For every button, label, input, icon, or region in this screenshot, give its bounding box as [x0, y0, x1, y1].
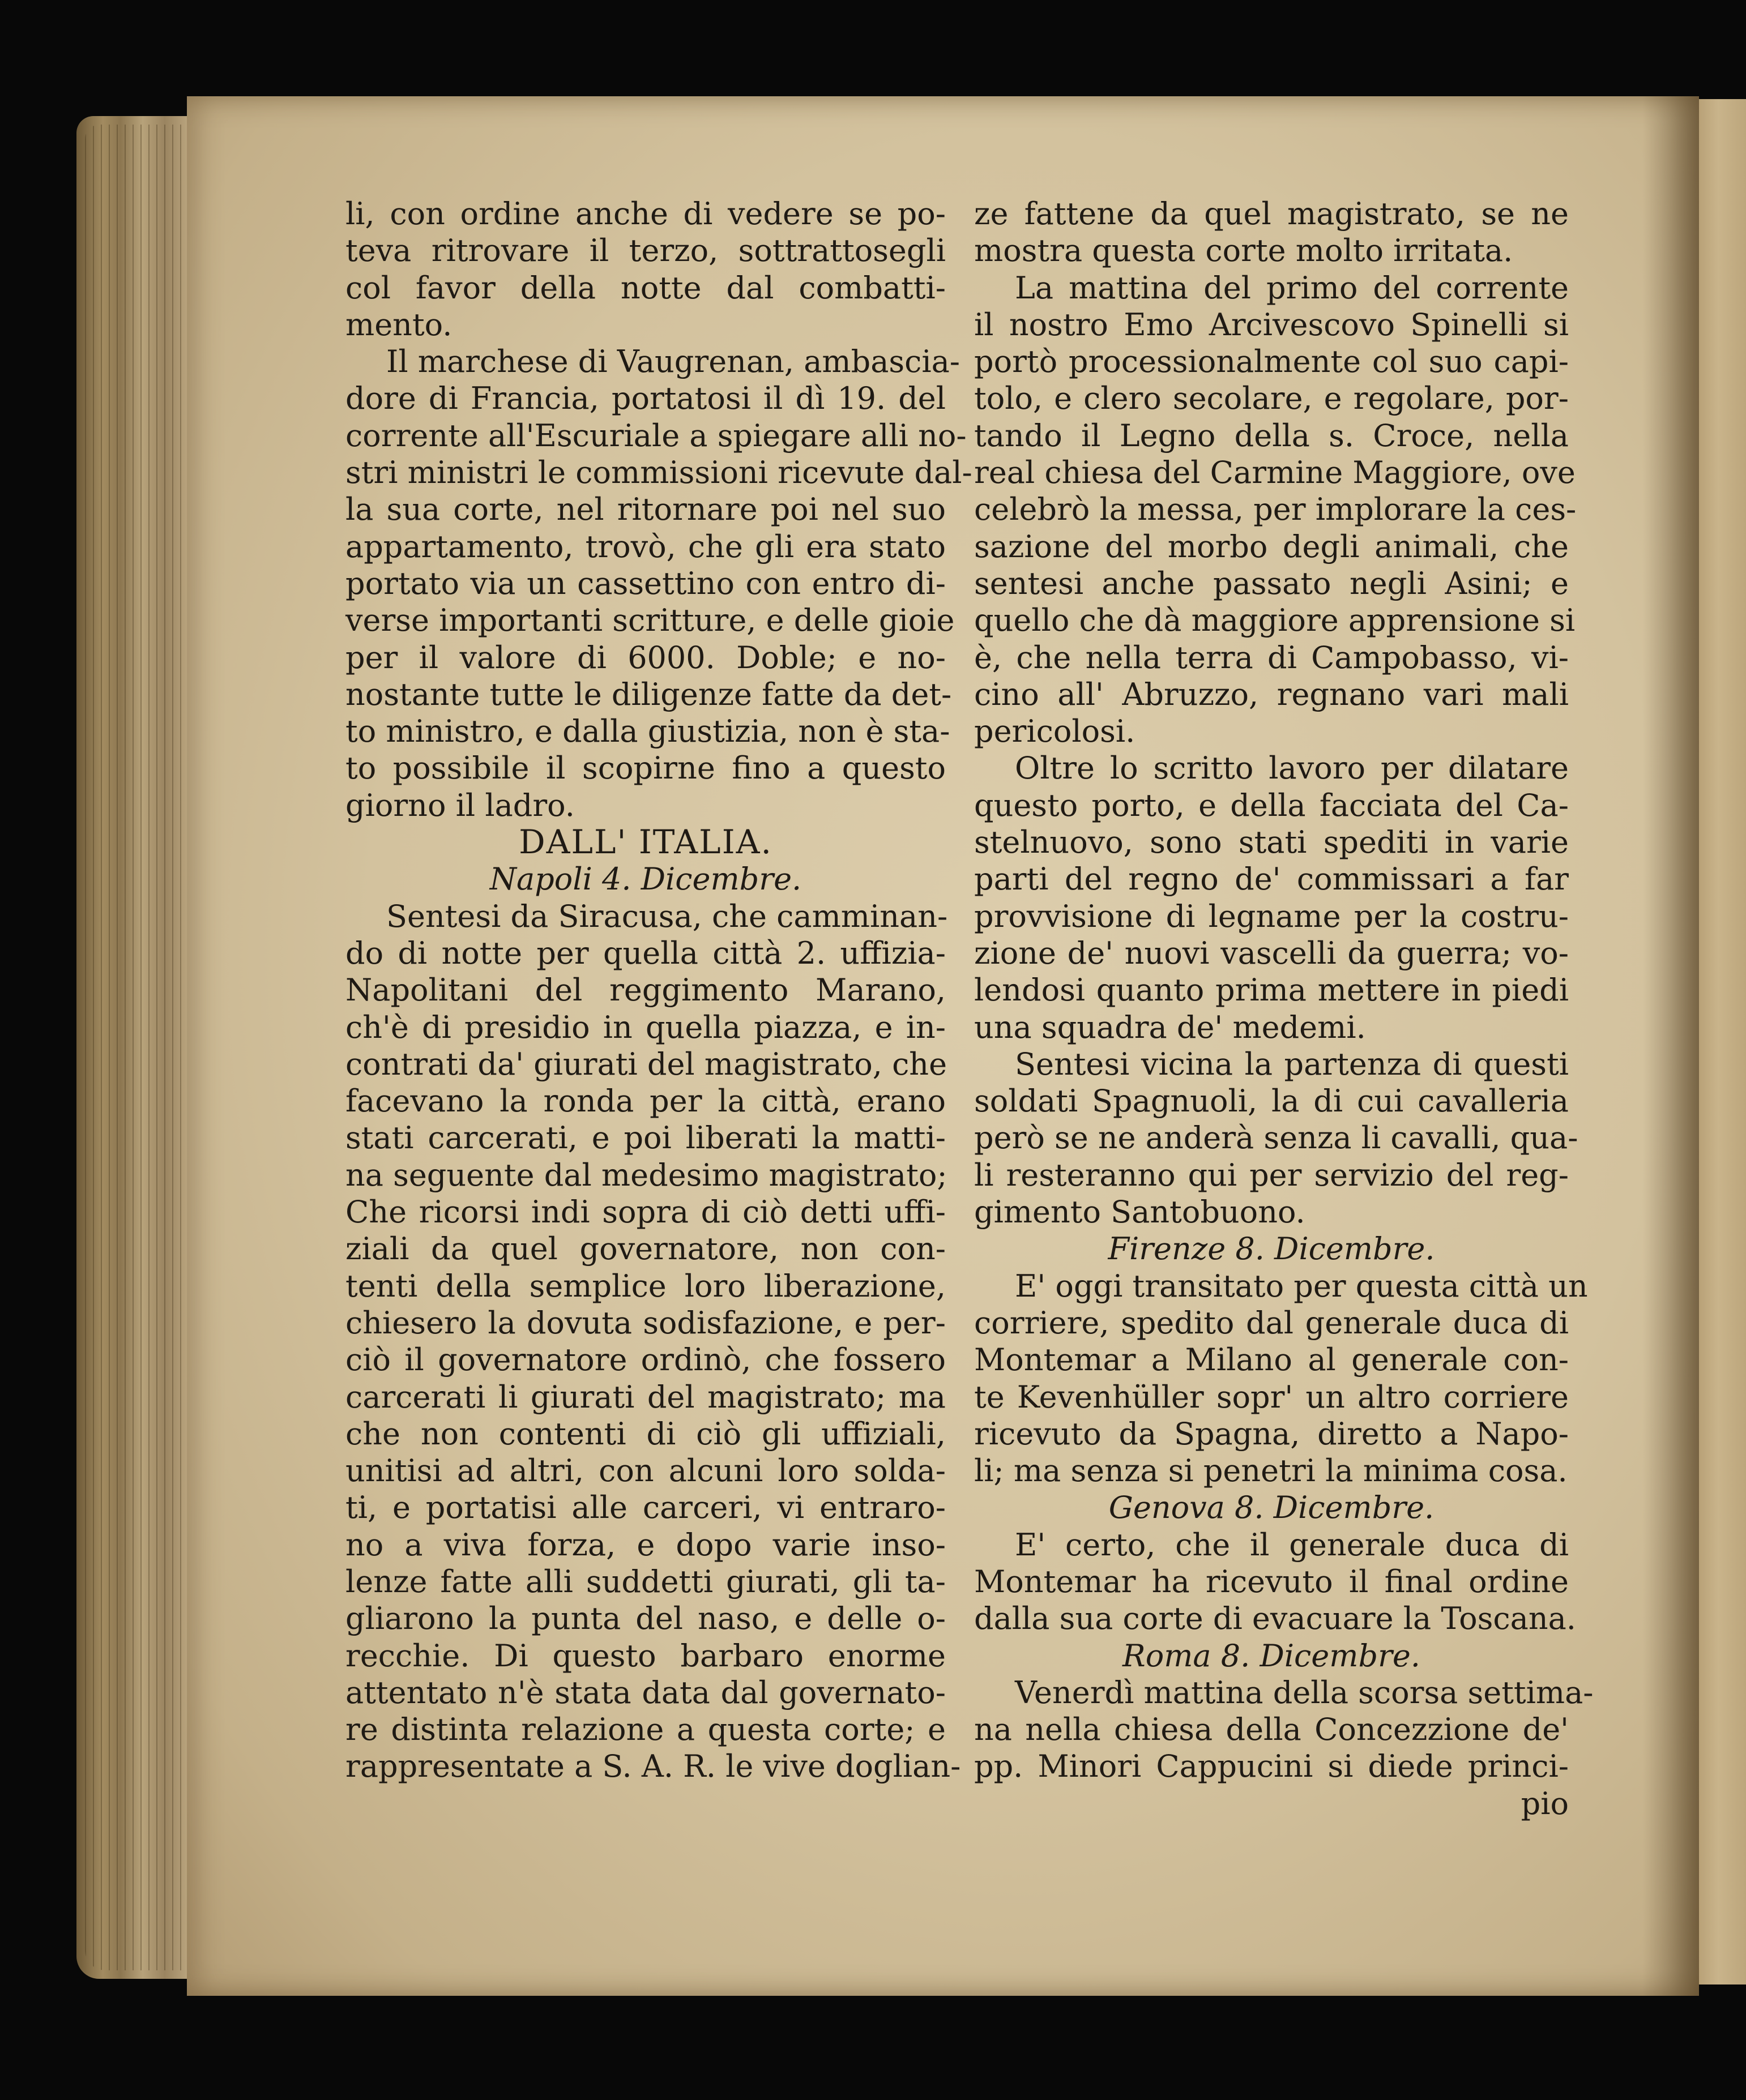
left-column-line: Napoli 4. Dicembre. — [489, 861, 802, 897]
right-column-line: però se ne anderà senza li cavalli, qua- — [974, 1120, 1578, 1156]
left-column-line: Napolitani del reggimento Marano, — [345, 972, 946, 1008]
right-column-line: cino all' Abruzzo, regnano vari mali — [974, 676, 1569, 712]
right-column-line: tando il Legno della s. Croce, nella — [974, 417, 1569, 454]
left-column-line: no a viva forza, e dopo varie inso- — [345, 1526, 946, 1563]
right-column-line: ricevuto da Spagna, diretto a Napo- — [974, 1415, 1569, 1452]
left-column-line: unitisi ad altri, con alcuni loro solda- — [345, 1453, 946, 1489]
left-column-line: ch'è di presidio in quella piazza, e in- — [345, 1009, 946, 1045]
right-column-line: parti del regno de' commissari a far — [974, 861, 1569, 897]
left-column-line: attentato n'è stata data dal governato- — [345, 1674, 946, 1710]
right-text-column — [974, 195, 1594, 1822]
right-column-line: provvisione di legname per la costru- — [974, 898, 1569, 934]
right-column-line: stelnuovo, sono stati spediti in varie — [974, 824, 1569, 861]
left-column-line: chiesero la dovuta sodisfazione, e per- — [345, 1305, 946, 1341]
right-column-line: zione de' nuovi vascelli da guerra; vo- — [974, 935, 1569, 971]
right-column-line: ze fattene da quel magistrato, se ne — [974, 196, 1569, 232]
left-column-line: Il marchese di Vaugrenan, ambascia- — [386, 344, 960, 380]
right-column-line: na nella chiesa della Concezzione de' — [974, 1712, 1569, 1748]
left-column-line: gliarono la punta del naso, e delle o- — [345, 1601, 946, 1637]
left-column-line: la sua corte, nel ritornare poi nel suo — [345, 491, 946, 528]
left-column-line: dore di Francia, portatosi il dì 19. del — [345, 380, 946, 417]
left-column-line: ziali da quel governatore, non con- — [345, 1231, 946, 1267]
right-column-line: Firenze 8. Dicembre. — [1108, 1231, 1435, 1267]
left-column-line: rappresentate a S. A. R. le vive doglian- — [345, 1748, 961, 1785]
left-column-line: recchie. Di questo barbaro enorme — [345, 1637, 946, 1674]
left-column-line: ciò il governatore ordinò, che fossero — [345, 1342, 946, 1378]
gutter-shadow — [1642, 96, 1699, 1996]
left-column-line: per il valore di 6000. Doble; e no- — [345, 639, 946, 675]
left-column-line: stri ministri le commissioni ricevute dal- — [345, 455, 972, 491]
right-column-line: E' certo, che il generale duca di — [1015, 1526, 1569, 1563]
left-column-line: re distinta relazione a questa corte; e — [345, 1712, 946, 1748]
right-column-line: è, che nella terra di Campobasso, vi- — [974, 639, 1569, 675]
right-column-line: lendosi quanto prima mettere in piedi — [974, 972, 1569, 1008]
right-column-line: pp. Minori Cappucini si diede princi- — [974, 1748, 1569, 1785]
right-column-line: Montemar a Milano al generale con- — [974, 1342, 1569, 1378]
left-column-line: ti, e portatisi alle carceri, vi entraro- — [345, 1490, 946, 1526]
right-column-line: te Kevenhüller sopr' un altro corriere — [974, 1379, 1569, 1415]
right-column-line: Roma 8. Dicembre. — [1122, 1637, 1420, 1674]
left-column-line: col favor della notte dal combatti- — [345, 270, 946, 306]
left-column-line: DALL' ITALIA. — [519, 823, 772, 862]
left-column-line: Che ricorsi indi sopra di ciò detti uffi- — [345, 1194, 946, 1230]
right-column-line: sazione del morbo degli animali, che — [974, 528, 1569, 564]
left-column-line: carcerati li giurati del magistrato; ma — [345, 1379, 946, 1415]
left-column-line: lenze fatte alli suddetti giurati, gli ta- — [345, 1563, 946, 1599]
right-column-line: sentesi anche passato negli Asini; e — [974, 565, 1569, 601]
right-column-line: E' oggi transitato per questa città un — [1015, 1268, 1588, 1304]
left-column-line: verse importanti scritture, e delle gioie — [345, 602, 955, 639]
left-column-line: na seguente dal medesimo magistrato; — [345, 1157, 947, 1193]
right-column-line: li; ma senza si penetri la minima cosa. — [974, 1453, 1568, 1489]
right-column-line: celebrò la messa, per implorare la ces- — [974, 491, 1577, 528]
right-column-line: soldati Spagnuoli, la di cui cavalleria — [974, 1083, 1569, 1119]
right-column-line: tolo, e clero secolare, e regolare, por- — [974, 380, 1569, 417]
left-column-line: Sentesi da Siracusa, che camminan- — [386, 898, 948, 934]
left-text-column — [345, 195, 972, 1785]
right-column-line: Venerdì mattina della scorsa settima- — [1015, 1674, 1594, 1710]
left-column-line: corrente all'Escuriale a spiegare alli no- — [345, 417, 967, 454]
right-column-line: dalla sua corte di evacuare la Toscana. — [974, 1601, 1576, 1637]
left-column-line: giorno il ladro. — [345, 787, 575, 823]
right-column-line: Genova 8. Dicembre. — [1108, 1490, 1435, 1526]
left-column-line: to possibile il scopirne fino a questo — [345, 750, 946, 786]
right-column-line: real chiesa del Carmine Maggiore, ove — [974, 455, 1576, 491]
left-column-line: li, con ordine anche di vedere se po- — [345, 196, 946, 232]
right-column-line: una squadra de' medemi. — [974, 1009, 1366, 1045]
left-column-line: facevano la ronda per la città, erano — [345, 1083, 946, 1119]
right-column-line: Sentesi vicina la partenza di questi — [1015, 1046, 1569, 1082]
right-column-line: pio — [1521, 1785, 1569, 1821]
left-column-line: nostante tutte le diligenze fatte da det- — [345, 676, 952, 712]
right-column-line: La mattina del primo del corrente — [1015, 270, 1569, 306]
left-column-line: contrati da' giurati del magistrato, che — [345, 1046, 947, 1082]
left-column-line: appartamento, trovò, che gli era stato — [345, 528, 946, 564]
left-column-line: tenti della semplice loro liberazione, — [345, 1268, 946, 1304]
left-column-line: do di notte per quella città 2. uffizia- — [345, 935, 946, 971]
left-column-line: che non contenti di ciò gli uffiziali, — [345, 1415, 946, 1452]
left-column-line: to ministro, e dalla giustizia, non è sta- — [345, 713, 950, 750]
right-column-line: gimento Santobuono. — [974, 1194, 1305, 1230]
right-column-line: questo porto, e della facciata del Ca- — [974, 787, 1569, 823]
left-column-line: mento. — [345, 306, 452, 343]
right-column-line: li resteranno qui per servizio del reg- — [974, 1157, 1569, 1193]
right-column-line: corriere, spedito dal generale duca di — [974, 1305, 1569, 1341]
right-column-line: portò processionalmente col suo capi- — [974, 344, 1569, 380]
right-column-line: mostra questa corte molto irritata. — [974, 233, 1513, 269]
right-column-line: Montemar ha ricevuto il final ordine — [974, 1563, 1569, 1599]
right-column-line: il nostro Emo Arcivescovo Spinelli si — [974, 306, 1569, 343]
left-column-line: stati carcerati, e poi liberati la matti- — [345, 1120, 946, 1156]
right-column-line: pericolosi. — [974, 713, 1135, 750]
right-column-line: quello che dà maggiore apprensione si — [974, 602, 1576, 639]
left-column-line: teva ritrovare il terzo, sottrattosegli — [345, 233, 946, 269]
left-column-line: portato via un cassettino con entro di- — [345, 565, 946, 601]
right-column-line: Oltre lo scritto lavoro per dilatare — [1015, 750, 1569, 786]
